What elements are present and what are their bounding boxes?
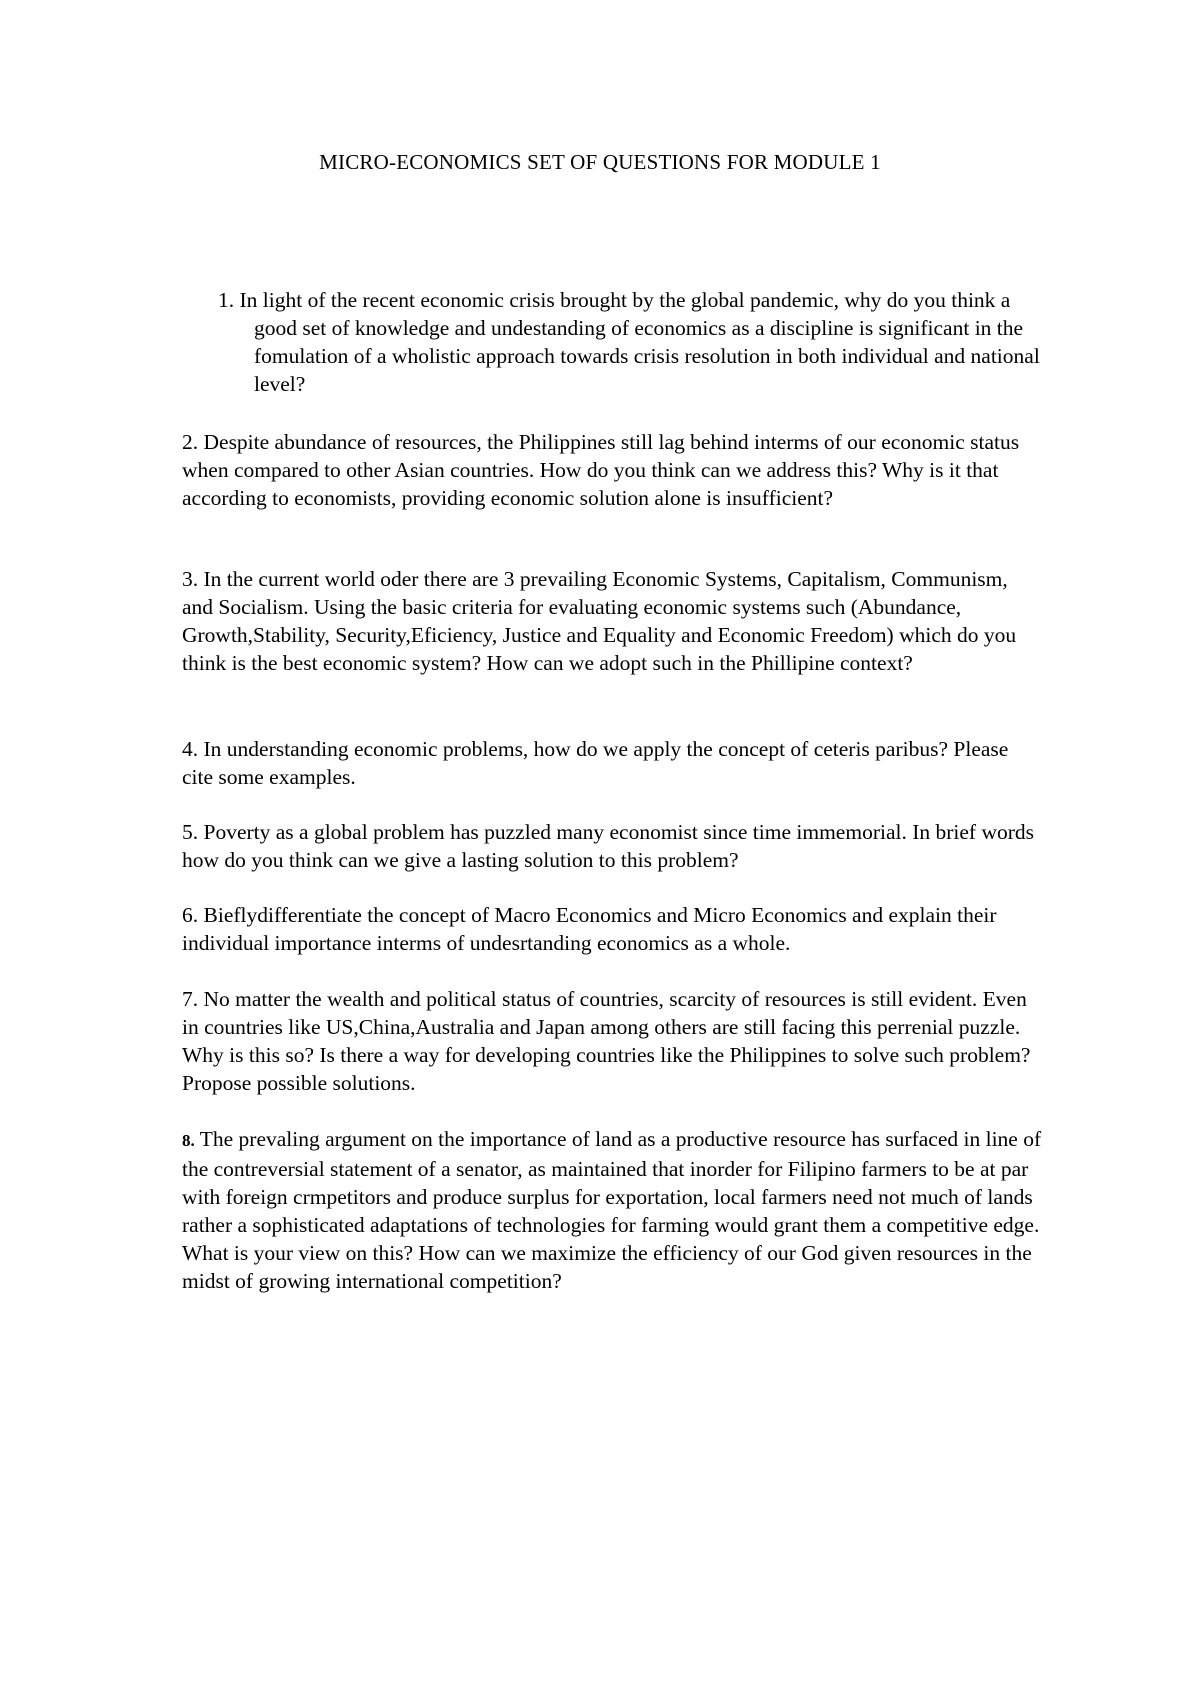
question-text: The prevaling argument on the importance of land as a productive resource has surfaced in line of the contreversial statement of a senator, as maintained that inorder for Filipino farmers to be at par with foreign crmpetitors and produce surplus for exportation, local farmers need not much of lands rather a sophisticated adaptations of technologies for farming would grant them a competitive edge. What is your view on this? How can we maximize the efficiency of our God given resources in the midst of growing international competition? xyxy=(182,1127,1042,1293)
question-2 xyxy=(182,428,1042,512)
question-text: No matter the wealth and political status of countries, scarcity of resources is still evident. Even in countries like US,China,Australia and Japan among others are still facing this perrenial puzzle. Why is this so? Is there a way for developing countries like the Philippines to solve such problem? Propose possible solutions. xyxy=(182,987,1031,1095)
question-text: Despite abundance of resources, the Philippines still lag behind interms of our economic status when compared to other Asian countries. How do you think can we address this? Why is it that according to economists, providing economic solution alone is insufficient? xyxy=(182,430,1020,510)
question-text: Poverty as a global problem has puzzled many economist since time immemorial. In brief words how do you think can we give a lasting solution to this problem? xyxy=(182,820,1035,872)
question-number: 5. xyxy=(182,820,199,844)
question-3 xyxy=(182,565,1042,677)
question-6 xyxy=(182,901,1042,957)
question-number: 2. xyxy=(182,430,199,454)
question-number: 7. xyxy=(182,987,199,1011)
question-5 xyxy=(182,818,1042,874)
document-title: MICRO-ECONOMICS SET OF QUESTIONS FOR MODULE 1 xyxy=(319,150,881,174)
question-number: 1. xyxy=(218,288,235,312)
question-number: 8. xyxy=(182,1131,195,1150)
question-number: 4. xyxy=(182,737,199,761)
question-text: In the current world oder there are 3 prevailing Economic Systems, Capitalism, Communism, and Socialism. Using the basic criteria for evaluating economic systems such (Abundance, Growth,Stability, Security,Eficiency, Justice and Equality and Economic Freedom) which do you think is the best economic system? How can we adopt such in the Phillipine context? xyxy=(182,567,1017,675)
question-8 xyxy=(182,1125,1042,1295)
question-text: Bieflydifferentiate the concept of Macro Economics and Micro Economics and explain their individual importance interms of undesrtanding economics as a whole. xyxy=(182,903,997,955)
question-number: 6. xyxy=(182,903,199,927)
question-number: 3. xyxy=(182,567,199,591)
question-text: In understanding economic problems, how do we apply the concept of ceteris paribus? Please cite some examples. xyxy=(182,737,1009,789)
question-1 xyxy=(218,286,1054,398)
question-7 xyxy=(182,985,1042,1097)
question-4 xyxy=(182,735,1042,791)
question-text: In light of the recent economic crisis brought by the global pandemic, why do you think a good set of knowledge and undestanding of economics as a discipline is significant in the fomulation of a wholistic approach towards crisis resolution in both individual and national level? xyxy=(239,288,1040,396)
